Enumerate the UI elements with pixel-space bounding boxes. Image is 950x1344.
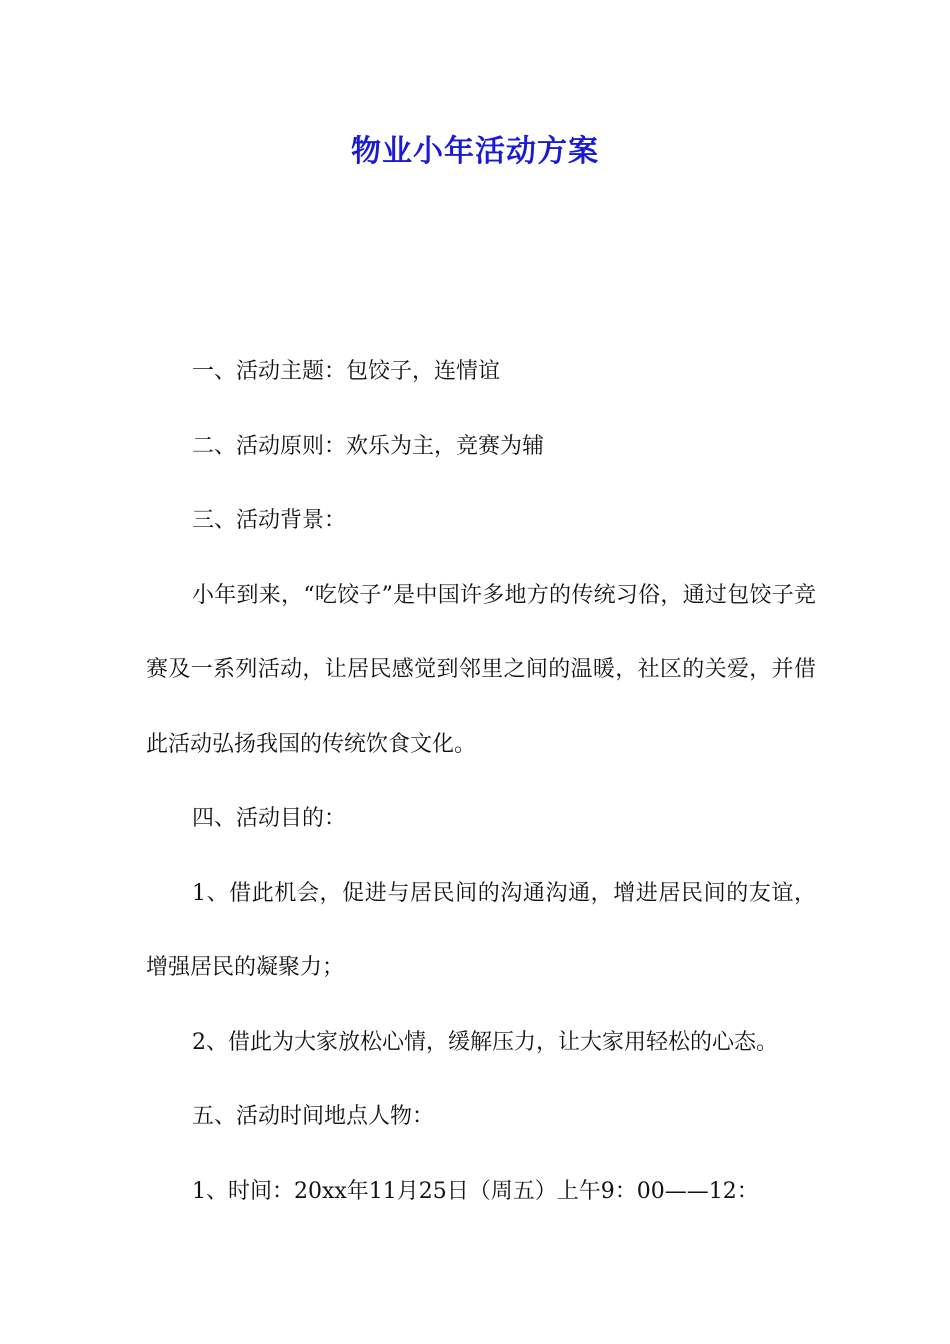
- paragraph-purpose-heading: 四、活动目的：: [192, 806, 347, 831]
- paragraph-principle: 二、活动原则：欢乐为主，竞赛为辅: [192, 433, 545, 459]
- paragraph-schedule-time: 1、时间：20xx年11月25日（周五）上午9：00——12：: [192, 1178, 759, 1204]
- paragraph-purpose-1: 1、借此机会，促进与居民间的沟通沟通，增进居民间的友谊，增强居民的凝聚力；: [146, 880, 816, 980]
- paragraph-background-text: 小年到来，“吃饺子”是中国许多地方的传统习俗，通过包饺子竞赛及一系列活动，让居民感觉到邻里之间的温暖，社区的关爱，并借此活动弘扬我国的传统饮食文化。: [146, 582, 816, 757]
- document-title: 物业小年活动方案: [351, 134, 599, 169]
- paragraph-schedule-heading: 五、活动时间地点人物：: [192, 1104, 435, 1129]
- paragraph-theme: 一、活动主题：包饺子，连情谊: [192, 359, 501, 384]
- paragraph-background-heading: 三、活动背景：: [192, 508, 347, 533]
- paragraph-purpose-2: 2、借此为大家放松心情，缓解压力，让大家用轻松的心态。: [192, 1029, 778, 1055]
- document-body: [146, 335, 816, 1229]
